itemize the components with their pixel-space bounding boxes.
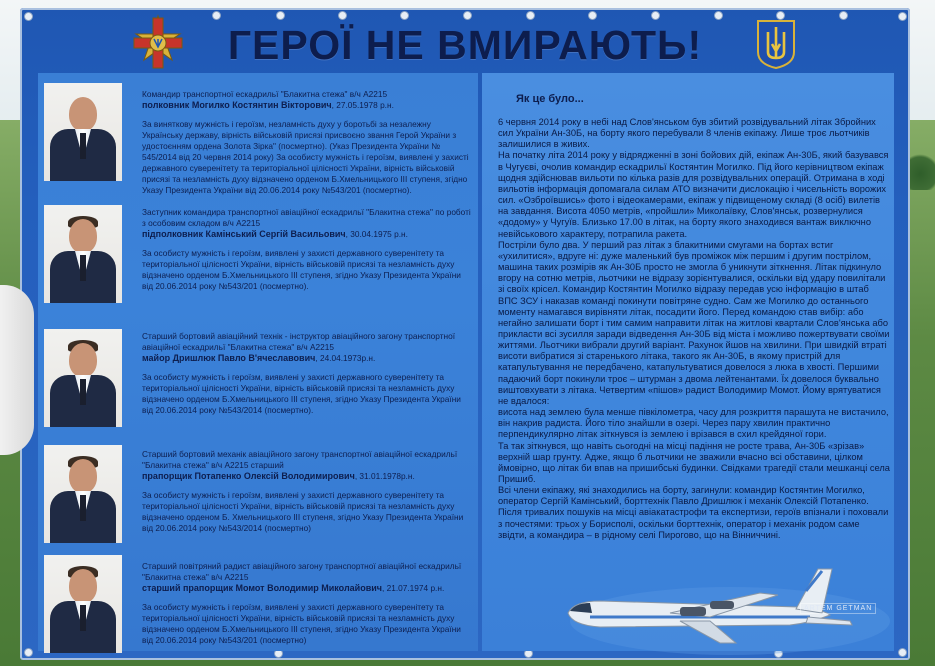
ukrainian-trident-emblem bbox=[755, 18, 797, 70]
story-paragraph: висота над землею була менше півкілометра, часу для розкриття парашута не вистачило, він накрив радиста. Його тіло знайшли в озері. Через пару хвилин практично перпендикулярно літак зіткнувся із землею і врізався в схил крейдяної гори. bbox=[498, 407, 889, 440]
grommet bbox=[588, 11, 597, 20]
hero-birthdate: , 21.07.1974 р.н. bbox=[382, 583, 445, 593]
hero-name: полковник Могилко Костянтин Вікторович bbox=[142, 100, 332, 110]
grommet bbox=[526, 11, 535, 20]
hero-role: Командир транспортної ескадрильї "Блакитна стежа" в/ч А2215 bbox=[142, 89, 388, 99]
hero-name: старший прапорщик Момот Володимир Миколайович bbox=[142, 583, 382, 593]
hero-award: За особисту мужність і героїзм, виявлені у захисті державного суверенітету та територіальної цілісності України, вірність військовій присязі та незламність духу відзначено орденом Б.Хмельницького ІІІ ступеня, згідно Указу Президента України від 20.06.2014 року №543/201 (посмертно) bbox=[142, 602, 461, 645]
grommet bbox=[898, 12, 907, 21]
banner-title: ГЕРОЇ НЕ ВМИРАЮТЬ! bbox=[227, 22, 703, 68]
hero-portrait bbox=[44, 445, 122, 543]
hero-card bbox=[38, 323, 478, 433]
story-panel bbox=[482, 73, 894, 651]
hero-role: Старший бортовий механік авіаційного загону транспортної авіаційної ескадрильї "Блакитна стежа" в/ч А2215 старший bbox=[142, 449, 458, 470]
hero-portrait bbox=[44, 555, 122, 653]
grommet bbox=[839, 11, 848, 20]
hero-award: За виняткову мужність і героїзм, незламність духу у боротьбі за незалежну Українську державу, вірність військовій присязі присвоєно звання Герой України з удостоєнням ордена Золота Зірка" (посмертно). (Указ Президента України № 545/2014 від 20 червня 2014 року) За особисту мужність і героїзм, виявлені у захисті державного суверенітету та територіальної цілісності України, вірність військовій присязі та незламність духу відзначено орденом Б.Хмельницького ІІІ ступеня, згідно Указу Президента України від 20.06.2014 року №543/201 (посмертно). bbox=[142, 119, 469, 195]
hero-name: підполковник Камінський Сергій Васильович bbox=[142, 229, 346, 239]
story-paragraph: Всі члени екіпажу, які знаходились на борту, загинули: командир Костянтин Могилко, оператор Сергій Камінський, борттехнік Павло Дришлюк і механік Олексій Потапенко. Після тривалих пошуків на місці авіакатастрофи та експертизи, героїв впізнали і поховали з почестями: трьох у Борисполі, оскільки борттехнік, оператор і механік родом саме звідти, а командира – в рідному селі Пирогово, що на Вінниччині. bbox=[498, 485, 889, 540]
heroes-panel bbox=[38, 73, 478, 651]
hero-birthdate: , 30.04.1975 р.н. bbox=[345, 229, 408, 239]
story-paragraph: 6 червня 2014 року в небі над Слов'янськом був збитий розвідувальний літак Збройних сил України Ан-30Б, на борту якого перебували 8 членів екіпажу. Лише троє льотчиків залишилися в живих. bbox=[498, 117, 876, 150]
hero-birthdate: , 27.05.1978 р.н. bbox=[331, 100, 394, 110]
story-heading: Як це було... bbox=[516, 93, 584, 105]
hero-card bbox=[38, 441, 478, 546]
grommet bbox=[898, 648, 907, 657]
story-paragraph: На початку літа 2014 року у відрядженні в зоні бойових дій, екіпаж Ан-30Б, який базувався в Чугуєві, очолив командир ескадрильї Костянтин Могилко. Під його керівництвом екіпаж щодня здійснював вильоти по кілька разів для розвідувальних операцій. Отримана в ході вильотів інформація допомагала силам АТО визначити дислокацію і чисельність ворожих сил. «Озброївшись» фото і відеокамерами, екіпаж у підвищеному складі (8 осіб) вилетів на завдання. Висота 4050 метрів, «пройшли» Миколаївку, Слов'янськ, розвернулися «додому» у Чугуїв. Близько 17.00 в літак, на борту якого знаходився вантаж виключно невійськового характеру, потрапила ракета. bbox=[498, 150, 889, 239]
hero-role: Старший бортовий авіаційний технік - інструктор авіаційного загону транспортної авіаційної ескадрильї "Блакитна стежа" в/ч А2215 bbox=[142, 331, 456, 352]
hero-birthdate: , 31.01.1978р.н. bbox=[354, 471, 415, 481]
grommet bbox=[400, 11, 409, 20]
grommet bbox=[651, 11, 660, 20]
memorial-banner bbox=[20, 8, 910, 660]
hero-role: Старший повітряний радист авіаційного загону транспортної авіаційної ескадрильї "Блакитна стежа" в/ч А2215 bbox=[142, 561, 462, 582]
hero-award: За особисту мужність і героїзм, виявлені у захисті державного суверенітету та територіальної цілісності України, вірність військовій присязі та незламність духу відзначено орденом Б. Хмельницького ІІІ ступеня, згідно Указу Президента України від 20.06.2014 року №543/2014 (посмертно) bbox=[142, 490, 464, 533]
hero-award: За особисту мужність і героїзм, виявлені у захисті державного суверенітету та територіальної цілісності України, вірність військовій присязі та незламність духу відзначено орденом Б.Хмельницького ІІІ ступеня, згідно Указу Президента України від 20.06.2014 року №543/201 (посмертно). bbox=[142, 248, 461, 291]
hero-card bbox=[38, 203, 478, 318]
grommet bbox=[24, 648, 33, 657]
visitor-arm bbox=[0, 285, 34, 455]
grommet bbox=[338, 11, 347, 20]
hero-role: Заступник командира транспортної авіаційної ескадрильї "Блакитна стежа" по роботі з особовим складом в/ч А2215 bbox=[142, 207, 471, 228]
grommet bbox=[24, 12, 33, 21]
grommet bbox=[714, 11, 723, 20]
hero-portrait bbox=[44, 205, 122, 303]
photo-credit: ARTEM GETMAN bbox=[800, 603, 876, 614]
story-text bbox=[498, 117, 890, 541]
story-paragraph: Та так зіткнувся, що навіть сьогодні на місці падіння не росте трава, Ан-30Б «зрізав» верхній шар грунту. Адже, якщо б льотчики не зважили вчасно всі обставини, цілком ймовірно, що літак би впав на пришибські будинки. Свідками трагедії стали мешканці села Пришиб. bbox=[498, 440, 890, 484]
hero-award: За особисту мужність і героїзм, виявлені у захисті державного суверенітету та територіальної цілісності України, вірність військовій присязі та незламність духу відзначено орденом Б.Хмельницького ІІІ ступеня, згідно Указу Президента України від 20.06.2014 року №543/2014 (посмертно). bbox=[142, 372, 461, 415]
hero-portrait bbox=[44, 83, 122, 181]
hero-name: майор Дришлюк Павло В'ячеславович bbox=[142, 353, 316, 363]
hero-card bbox=[38, 551, 478, 651]
hero-portrait bbox=[44, 329, 122, 427]
grommet bbox=[276, 11, 285, 20]
grommet bbox=[463, 11, 472, 20]
hero-birthdate: , 24.04.1973р.н. bbox=[315, 353, 376, 363]
hero-card bbox=[38, 81, 478, 196]
grommet bbox=[212, 11, 221, 20]
hero-name: прапорщик Потапенко Олексій Володимирович bbox=[142, 471, 355, 481]
story-paragraph: Постріли було два. У перший раз літак з блакитними смугами на бортах встиг «ухилитися», вдруге ні: дуже маленький був проміжок між першим і другим пострілом, машина таких розмірів як Ан-30Б просто не змогла б уникнути зіткнення. Літак підкинуло вгору на сотню метрів, льотчики не відразу зорієнтувалися, оскільки від удару повилітали зі своїх крісел. Командир Костянтин Могилко відразу передав усю інформацію в штаб ВПС ЗСУ і наказав команді покинути повітряне судно. Сам же Могилко до останнього моменту намагався вирівняти літак, посадити його. Перед командою став вибір: або негайно залишати борт і тим самим направити літак на житлові квартали Слов'янська або прикласти всі зусилля заради відведення Ан-30Б від міста і можливо пожертвувати своїми життями. Льотчики вибрали другий варіант. Рахунок йшов на хвилини. При швидкій втраті висоти вибратися зі старенького літака, такого як Ан-30Б, в якому пристрій для катапультування не передбачено, катапультуватися довелося з люка в хвості. Першими падаючий борт покинули троє – штурман з двома лейтенантами. Їх довелося буквально виштовхувати з літака. Четвертим «пішов» радист Володимир Момот. Йому врятуватися не вдалося: bbox=[498, 239, 890, 406]
